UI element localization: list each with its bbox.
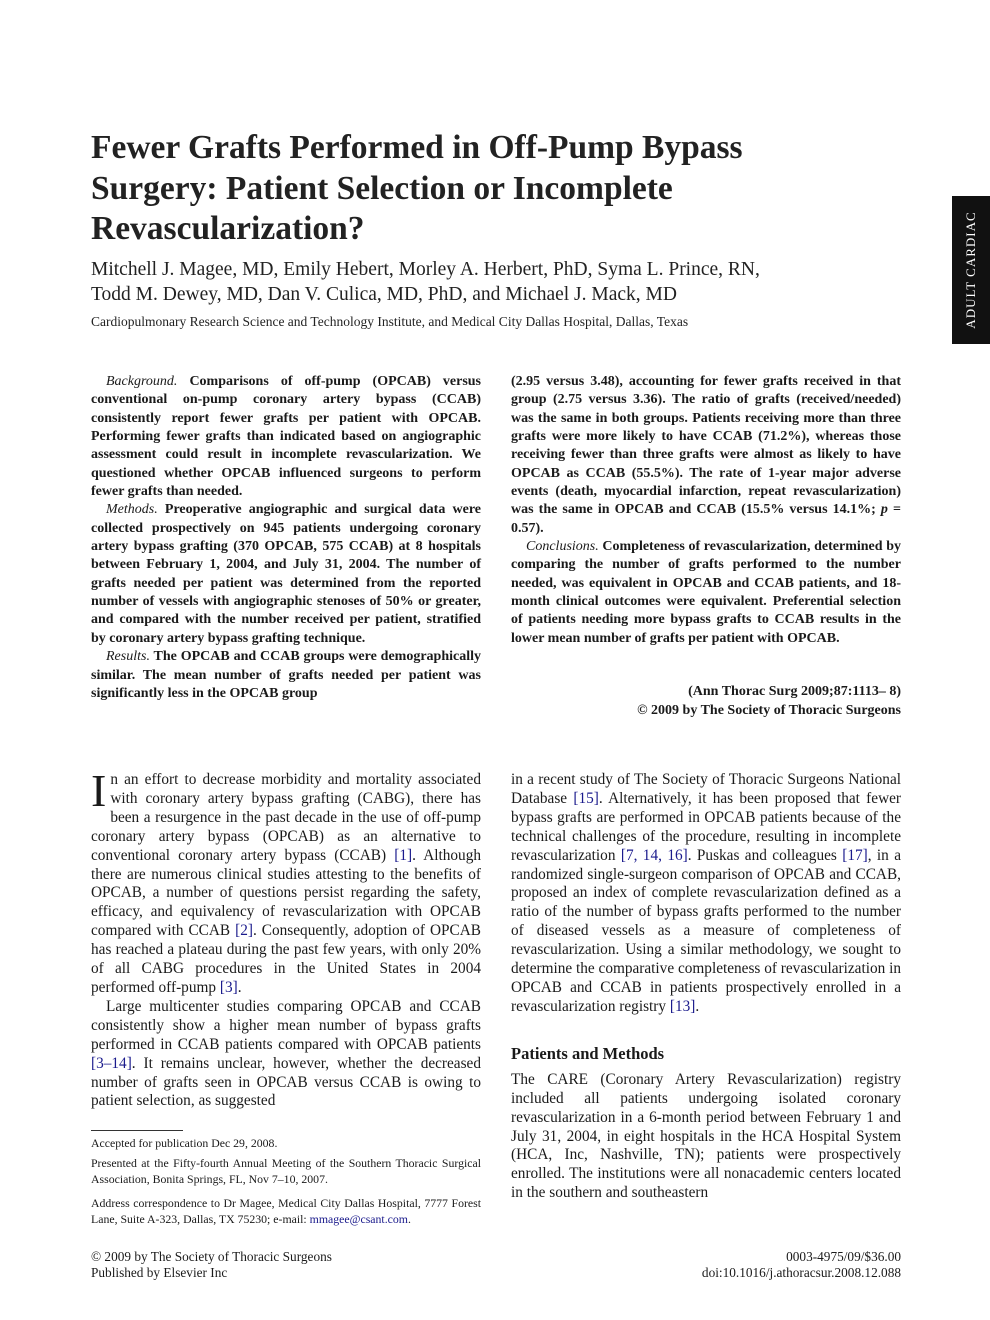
author-degree: MD, PhD, (381, 283, 468, 305)
body-paragraph (91, 998, 481, 1111)
section-tab-label: ADULT CARDIAC (963, 211, 978, 329)
article-title (91, 128, 851, 250)
footnote-divider (91, 1130, 183, 1131)
footnote-address (91, 1195, 481, 1227)
body-paragraph: The CARE (Coronary Artery Revascularization) registry included all patients undergoing isolated coronary revascularization in a 6-month period between February 1 and July 31, 2004, in eight hospitals in the HCA Hospital System (HCA, Inc, Nashville, TN); patients were prospectively enrolled. The institutions were all nonacademic centers located in the southern and southeastern (511, 1070, 901, 1202)
body-text: . Consequently, adoption of OPCAB has reached a plateau during the past few years, with only 20% of all CABG procedures in the United States in 2004 performed off-pump (91, 922, 482, 996)
reference-link[interactable]: [1] (394, 846, 413, 864)
section-tab (952, 196, 990, 344)
body-text: . (695, 997, 700, 1015)
email-link[interactable]: mmagee@csant.com (309, 1212, 408, 1226)
abstract-text: = 0.57). (511, 502, 901, 536)
author-name: Mitchell J. Magee, (91, 259, 238, 280)
abstract-methods (91, 501, 481, 648)
footnote-text: . (407, 1212, 411, 1226)
body-right-column (511, 771, 901, 1203)
footer-copyright: © 2009 by The Society of Thoracic Surgeons (91, 1249, 332, 1264)
footer-publisher: Published by Elsevier Inc (91, 1265, 228, 1280)
author-name: Dan V. Culica, (262, 283, 382, 305)
author-name: Morley A. Herbert, (393, 259, 549, 280)
footnote-accepted: Accepted for publication Dec 29, 2008. (91, 1136, 278, 1150)
author-degree: MD (640, 283, 677, 305)
abstract-results (91, 648, 481, 703)
abstract-copyright: © 2009 by The Society of Thoracic Surgeons (637, 703, 901, 718)
reference-link[interactable]: [7, 14, 16] (620, 846, 688, 864)
abstract-label: Background. (106, 374, 178, 389)
drop-cap: I (91, 765, 107, 816)
abstract-text: Preoperative angiographic and surgical data were collected prospectively on 945 patients undergoing coronary artery bypass grafting (370 OPCAB, 575 CCAB) at 8 hospitals between February 1, 2004, and July 31, 2004. The number of grafts needed per patient was determined from the reported number of vessels with angiographic stenoses of 50% or greater, and compared with the number received per patient, stratified by coronary artery bypass grafting technique. (91, 502, 481, 646)
reference-link[interactable]: [3] (219, 978, 238, 996)
author-degree: MD, (221, 283, 263, 305)
author-degree: PhD, (548, 259, 593, 280)
body-left-column (91, 765, 482, 1111)
footnote-text: Address correspondence to Dr Magee, Medical City Dallas Hospital, 7777 Forest Lane, Suite A-323, Dallas, TX 75230; e-mail: (91, 1196, 481, 1226)
affiliation: Cardiopulmonary Research Science and Technology Institute, and Medical City Dallas Hospital, Dallas, Texas (91, 314, 689, 329)
author-name: Todd M. Dewey, (91, 283, 222, 305)
abstract-text: Comparisons of off-pump (OPCAB) versus conventional on-pump coronary artery bypass (CCAB) consistently report fewer grafts per patient with OPCAB. Performing fewer grafts than indicated based on angiographic assessment could result in incomplete revascularization. We questioned whether OPCAB influenced surgeons to perform fewer grafts than needed. (91, 374, 481, 500)
title-line-1: Fewer Grafts Performed in Off-Pump Bypass (91, 129, 743, 166)
abstract-text: (2.95 versus 3.48), accounting for fewer grafts received in that group (2.75 versus 3.36). The ratio of grafts (received/needed) was the same in both groups. Patients receiving more than three grafts were more likely to have CCAB (71.2%), whereas those receiving fewer than three grafts were almost as likely to have OPCAB as CCAB (55.5%). The rate of 1-year major adverse events (death, myocardial infarction, repeat revascularization) was the same in OPCAB and CCAB (15.5% versus 14.1%; (511, 374, 901, 518)
body-text: . Although there are numerous clinical studies attesting to the benefits of OPCAB, a number of questions persist regarding the safety, efficacy, and equivalency of revascularization with OPCAB compared with CCAB (91, 846, 482, 940)
journal-citation: (Ann Thorac Surg 2009;87:1113– 8) (688, 684, 901, 699)
abstract-results-continued (511, 373, 901, 538)
body-text: , in a randomized single-surgeon comparison of OPCAB and CCAB, proposed an index of complete revascularization defined as a ratio of the number of bypass grafts performed to the number of diseased vessels as a measure of completeness of revascularization. Using a similar methodology, we sought to determine the comparative completeness of revascularization in OPCAB and CCAB in patients prospectively enrolled in a revascularization registry (511, 846, 901, 1015)
author-name: Syma L. Prince, (592, 259, 724, 280)
abstract-text: Completeness of revascularization, determined by comparing the number of grafts performed to the number needed, was equivalent in OPCAB and CCAB patients, and 18-month clinical outcomes were equivalent. Preferential selection of patients needing more bypass grafts to CCAB results in the lower mean number of grafts per patient with OPCAB. (511, 539, 901, 646)
abstract-conclusions (511, 538, 901, 648)
author-name: and Michael J. Mack, (467, 283, 641, 305)
abstract-label: Conclusions. (526, 539, 599, 555)
author-name: Emily Hebert, (278, 259, 394, 280)
abstract-label: Methods. (106, 502, 158, 518)
footer-left (91, 1249, 481, 1281)
abstract-right-column (511, 373, 901, 648)
abstract-left-column (91, 373, 481, 703)
author-degree: MD, (237, 259, 279, 280)
p-value-symbol: p (880, 502, 888, 518)
abstract-background (91, 373, 481, 501)
reference-link[interactable]: [3–14] (91, 1054, 132, 1072)
body-text: n an effort to decrease morbidity and mortality associated with coronary artery bypass grafting (CABG), there has been a resurgence in the past decade in the use of off-pump coronary artery bypass (OPCAB) as an alternative to conventional coronary artery bypass (CCAB) (91, 771, 481, 864)
body-text: . It remains unclear, however, whether the decreased number of grafts seen in OPCAB versus CCAB is owing to patient selection, as suggested (91, 1054, 481, 1110)
abstract-label: Results. (106, 649, 150, 665)
title-line-2: Surgery: Patient Selection or Incomplete (91, 169, 673, 207)
body-text: . Puskas and colleagues (687, 846, 843, 864)
body-text: in a recent study of The Society of Thoracic Surgeons National Database (511, 771, 901, 807)
body-text: . (237, 978, 242, 996)
footer-doi: doi:10.1016/j.athoracsur.2008.12.088 (701, 1265, 901, 1280)
body-text: Large multicenter studies comparing OPCAB and CCAB consistently show a higher mean number of bypass grafts performed in CCAB patients compared with OPCAB patients (91, 997, 481, 1053)
footer-issn: 0003-4975/09/$36.00 (786, 1249, 901, 1264)
body-text: . Alternatively, it has been proposed that fewer bypass grafts are performed in OPCAB patients because of the technical challenges of the procedure, resulting in incomplete revascularization (511, 789, 901, 864)
abstract-text: The OPCAB and CCAB groups were demographically similar. The mean number of grafts needed per patient was significantly less in the OPCAB group (91, 649, 481, 701)
reference-link[interactable]: [15] (573, 789, 599, 807)
reference-link[interactable]: [13] (669, 997, 696, 1015)
reference-link[interactable]: [17] (842, 846, 868, 864)
reference-link[interactable]: [2] (235, 922, 253, 940)
section-heading: Patients and Methods (511, 1043, 665, 1063)
intro-paragraph (91, 765, 482, 998)
footnote-presented: Presented at the Fifty-fourth Annual Meeting of the Southern Thoracic Surgical Association, Bonita Springs, FL, Nov 7–10, 2007. (91, 1156, 481, 1186)
author-degree: RN, (723, 259, 760, 280)
footer-right (511, 1249, 901, 1281)
author-list (91, 258, 911, 307)
title-line-3: Revascularization? (91, 210, 365, 247)
body-paragraph (511, 771, 901, 1017)
